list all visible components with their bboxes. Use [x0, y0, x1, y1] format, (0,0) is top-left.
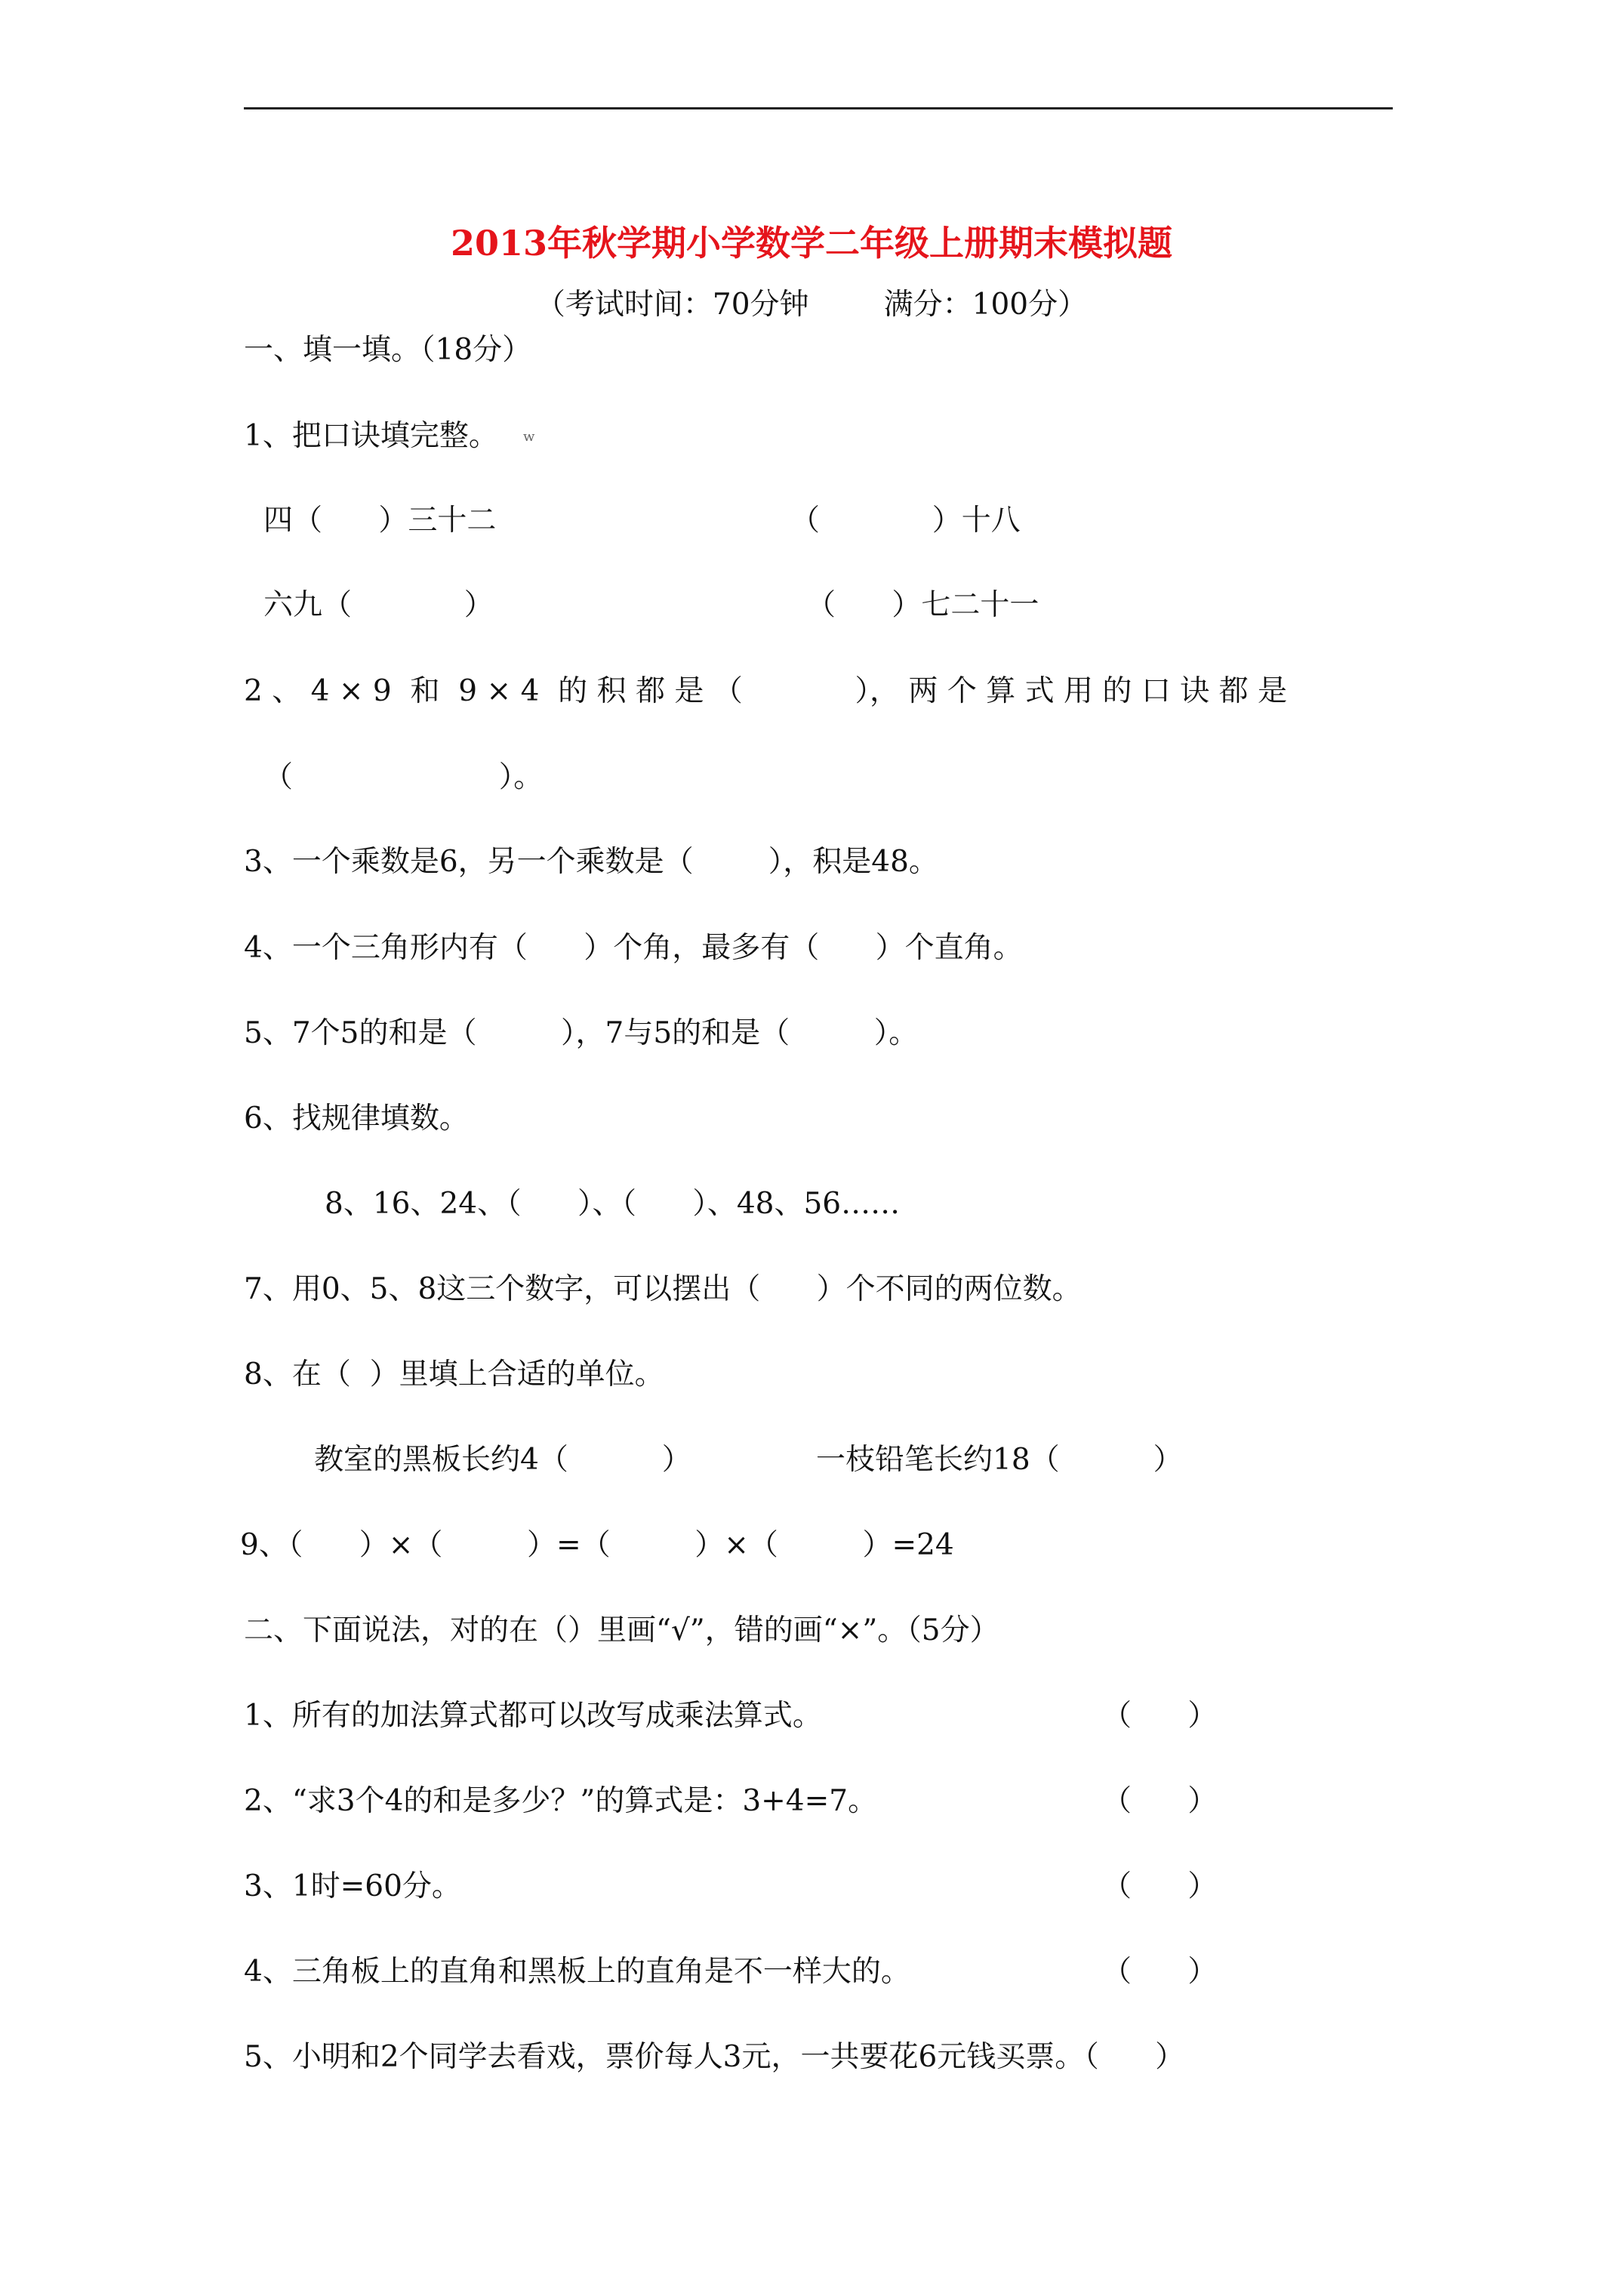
question-6-text: 6、找规律填数。 [244, 1102, 469, 1136]
judge-item-1-box: （ ） [1102, 1699, 1218, 1733]
question-2-line-1: 2 、 4 × 9 和 9 × 4 的 积 都 是 （ ）， 两 个 算 式 用 的 口 诀 都 是 [244, 674, 1288, 708]
question-7: 7、用0、5、8这三个数字，可以摆出（ ）个不同的两位数。 [244, 1272, 1082, 1306]
question-8-blank-b: 一枝铅笔长约18（ ） [816, 1443, 1183, 1477]
section-1-heading: 一、填一填。（18分） [244, 333, 532, 367]
question-1-blank-c: 六九（ ） [263, 588, 494, 622]
question-1-blank-d: （ ）七二十一 [806, 588, 1039, 622]
question-8-blank-a: 教室的黑板长约4（ ） [314, 1443, 691, 1477]
question-5: 5、7个5的和是（ ），7与5的和是（ ）。 [244, 1016, 919, 1050]
question-6-sequence: 8、16、24、（ ）、（ ）、48、56…… [325, 1187, 901, 1221]
question-8-text: 8、在（ ）里填上合适的单位。 [244, 1358, 664, 1391]
judge-item-5-text: 5、小明和2个同学去看戏，票价每人3元，一共要花6元钱买票。（ ） [244, 2040, 1185, 2074]
section-2-heading: 二、下面说法，对的在（）里画“√”，错的画“×”。（5分） [244, 1613, 999, 1647]
judge-item-3-box: （ ） [1102, 1869, 1218, 1903]
question-1-text: 1、把口诀填完整。 [244, 419, 498, 453]
judge-item-4-box: （ ） [1102, 1955, 1218, 1989]
question-3: 3、一个乘数是6，另一个乘数是（ ），积是48。 [244, 845, 938, 879]
question-1-blank-b: （ ）十八 [790, 504, 1021, 538]
judge-item-1-text: 1、所有的加法算式都可以改写成乘法算式。 [244, 1699, 822, 1733]
question-9: 9、（ ）×（ ）=（ ）×（ ）=24 [240, 1528, 954, 1562]
judge-item-4-text: 4、三角板上的直角和黑板上的直角是不一样大的。 [244, 1955, 910, 1989]
judge-item-2-text: 2、“求3个4的和是多少？”的算式是：3+4=7。 [244, 1784, 878, 1818]
stray-mark: w [523, 429, 535, 445]
judge-item-3-text: 3、1时=60分。 [244, 1869, 461, 1903]
exam-title: 2013年秋学期小学数学二年级上册期末模拟题 [450, 223, 1173, 264]
question-2-line-2: （ ）。 [263, 760, 544, 794]
question-1-blank-a: 四（ ）三十二 [263, 504, 497, 538]
header-rule [244, 107, 1393, 109]
question-4: 4、一个三角形内有（ ）个角，最多有（ ）个直角。 [244, 931, 1023, 965]
exam-subtitle: （考试时间：70分钟 满分：100分） [535, 288, 1088, 322]
judge-item-2-box: （ ） [1102, 1784, 1218, 1818]
